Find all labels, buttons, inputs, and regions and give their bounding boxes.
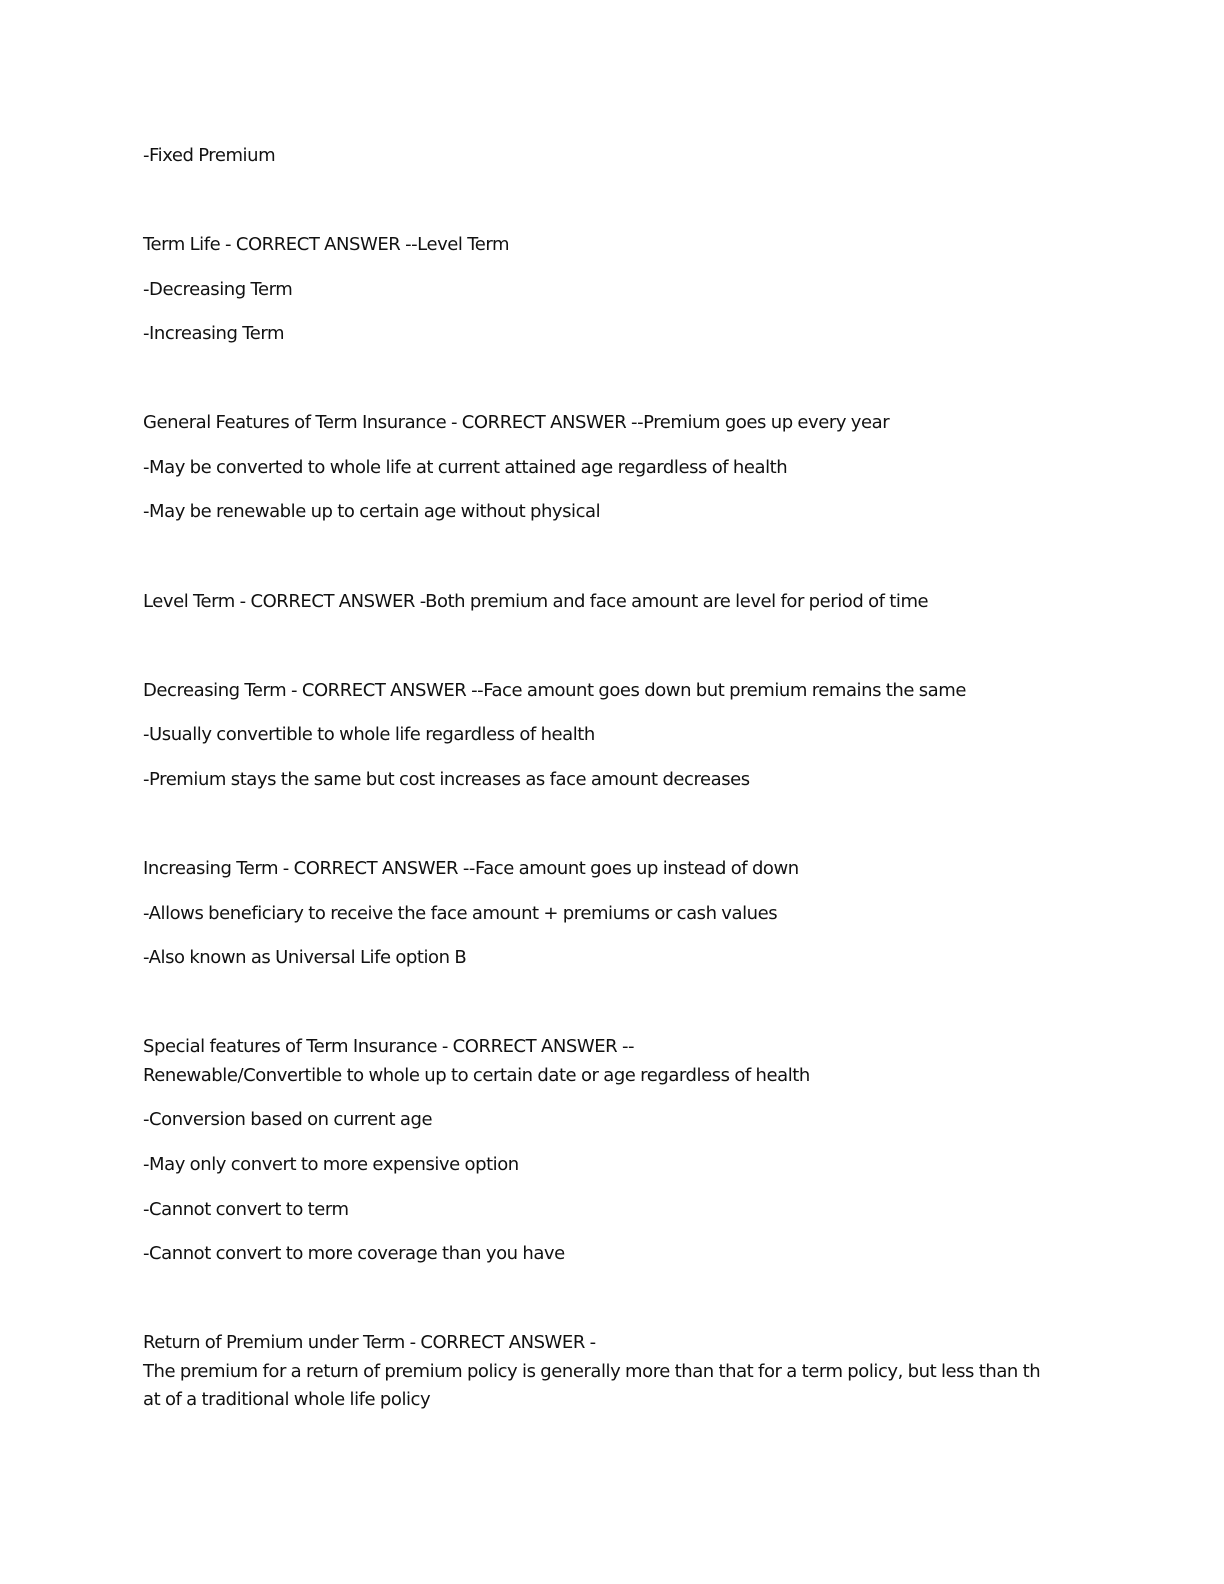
text-line: Level Term - CORRECT ANSWER -Both premium and face amount are level for period of time <box>143 591 929 612</box>
text-line: -Allows beneficiary to receive the face amount + premiums or cash values <box>143 903 778 924</box>
text-line: -Increasing Term <box>143 323 285 344</box>
text-line: -May be converted to whole life at current attained age regardless of health <box>143 457 788 478</box>
text-line: -Fixed Premium <box>143 145 276 166</box>
text-line: -Usually convertible to whole life regardless of health <box>143 724 595 745</box>
text-line: Increasing Term - CORRECT ANSWER --Face amount goes up instead of down <box>143 858 799 879</box>
text-line: Term Life - CORRECT ANSWER --Level Term <box>143 234 510 255</box>
text-line: Decreasing Term - CORRECT ANSWER --Face amount goes down but premium remains the same <box>143 680 966 701</box>
text-line: -Cannot convert to more coverage than you have <box>143 1243 565 1264</box>
text-line: -Cannot convert to term <box>143 1199 349 1220</box>
text-line: Return of Premium under Term - CORRECT ANSWER - <box>143 1332 596 1353</box>
text-line: General Features of Term Insurance - CORRECT ANSWER --Premium goes up every year <box>143 412 890 433</box>
text-line: -Also known as Universal Life option B <box>143 947 467 968</box>
text-line: -May be renewable up to certain age without physical <box>143 501 601 522</box>
text-line: -May only convert to more expensive option <box>143 1154 519 1175</box>
text-line: The premium for a return of premium policy is generally more than that for a term policy, but less than th <box>143 1361 1041 1382</box>
text-line: -Conversion based on current age <box>143 1109 433 1130</box>
text-line: -Decreasing Term <box>143 279 293 300</box>
text-line: Renewable/Convertible to whole up to certain date or age regardless of health <box>143 1065 810 1086</box>
text-line: Special features of Term Insurance - CORRECT ANSWER -- <box>143 1036 635 1057</box>
text-line: at of a traditional whole life policy <box>143 1389 431 1410</box>
text-line: -Premium stays the same but cost increases as face amount decreases <box>143 769 750 790</box>
